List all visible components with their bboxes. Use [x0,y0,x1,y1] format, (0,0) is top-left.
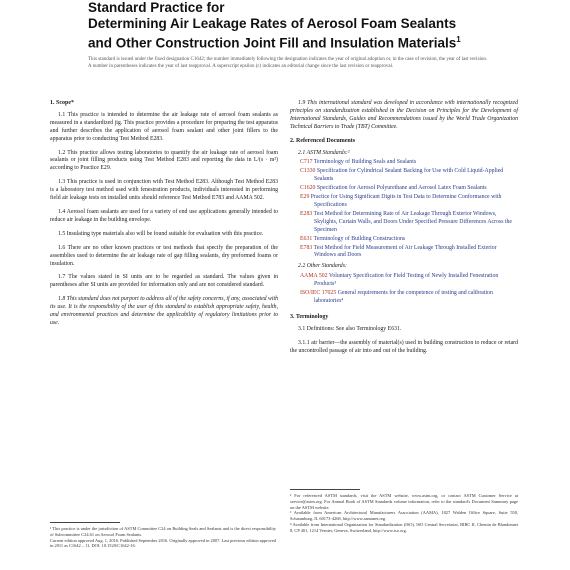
reference-title[interactable]: Practice for Using Significant Digits in Test Data to Determine Conformance with Specifications [310,194,502,208]
section-heading-references: 2. Referenced Documents [290,137,356,144]
title-prefix: Standard Practice for [88,0,225,15]
reference-title[interactable]: Specification for Aerosol Polyurethane and Aerosol Latex Foam Sealants [316,185,487,192]
astm-reference-list [290,159,518,260]
reference-code[interactable]: E283 [300,210,313,217]
title-main: Determining Air Leakage Rates of Aerosol Foam Sealants [88,16,457,31]
title-block [88,0,508,52]
paragraph-1-8: 1.8 This standard does not purport to address all of the safety concerns, if any, associated with its use. It is the responsibility of the user of this standard to establish appropriate safety, health, and environmental practices and determine the applicability of regulatory limitations prior to use. [50,296,278,326]
footnote-4: ⁴ Available from International Organization for Standardization (ISO), ISO Central Secretariat, BIBC II, Chemin de Blandonnet 8, CP 401, 1214 Vernier, Geneva, Switzerland, http://www.iso.org. [290,521,518,533]
reference-code[interactable]: C1620 [300,185,316,192]
reference-code[interactable]: E29 [300,194,310,201]
standard-designation-note: This standard is issued under the fixed designation C1642; the number immediately following the designation indicates the year of original adoption or, in the case of revision, the year of last revision. A number in parentheses indicates the year of last reapproval. A superscript epsilon (ε) indicates an editorial change since the last revision or reapproval. [88,57,488,69]
paragraph-1-9: 1.9 This international standard was developed in accordance with internationally recognized principles on standardization established in the Decision on Principles for the Development of International Standards, Guides and Recommendations issued by the World Trade Organization Technical Barriers to Trade (TBT) Committee. [290,100,518,130]
reference-item[interactable] [290,236,518,244]
footnote-rule-right [290,489,360,490]
paragraph-3-1: 3.1 Definitions: See also Terminology E631. [298,325,402,332]
footnote-1: ¹ This practice is under the jurisdiction of ASTM Committee C24 on Building Seals and Sealants and is the direct responsibility of Subcommittee C24.61 on Aerosol Foam Sealants. [50,526,276,537]
footnotes-right [290,493,518,534]
paragraph-1-7: 1.7 The values stated in SI units are to be regarded as standard. The values given in parentheses after SI units are provided for information only and are not considered standard. [50,274,278,289]
footnote-2: ² For referenced ASTM standards, visit the ASTM website, www.astm.org, or contact ASTM Customer Service at service@astm.org. For Annual Book of ASTM Standards volume information, refer to the standard's Document Summary page on the ASTM website. [290,493,518,510]
reference-title[interactable]: Terminology of Building Constructions [313,235,406,242]
paragraph-3-1-1: 3.1.1 air barrier—the assembly of material(s) used in building construction to reduce or retard the uncontrolled passage of air into and out of the building. [290,339,518,354]
paragraph-1-1: 1.1 This practice is intended to determine the air leakage rate of aerosol foam sealants as measured in a standardized jig. This practice provides a procedure for preparing the test apparatus and further describes the application of aerosol foam sealant and other joint fillers to the apparatus prior to conducting Test Method E283. [50,111,278,142]
right-column [290,100,518,361]
reference-title[interactable]: Test Method for Determining Rate of Air Leakage Through Exterior Windows, Skylights, Curtain Walls, and Doors Under Specified Pressure Differences Across the Specimen [313,210,512,233]
paragraph-1-5: 1.5 Insulating type materials also will be found suitable for evaluation with this practice. [58,230,264,237]
section-heading-scope: 1. Scope* [50,100,74,106]
paragraph-1-6: 1.6 There are no other known practices or test methods that specify the preparation of the assemblies used to determine the air leakage rate of gap filling sealants, dry preformed foams or insulation. [50,244,278,267]
reference-item[interactable] [290,185,518,193]
footnote-rule-left [50,522,120,523]
paragraph-1-3: 1.3 This practice is used in conjunction with Test Method E283. Although Test Method E283 is a laboratory test method used with fenestration products, individuals interested in performing field air leakage tests on installed units should reference Test Method E783 and AAMA 502. [50,179,278,202]
other-standards-subheading: 2.2 Other Standards: [298,263,347,270]
reference-item[interactable] [290,211,518,235]
reference-item[interactable] [290,159,518,167]
reference-title[interactable]: Terminology of Building Seals and Sealants [313,159,417,166]
reference-code[interactable]: C1330 [300,168,316,175]
footnote-3: ³ Available from American Architectural Manufacturers Association (AAMA), 1827 Walden Office Square, Suite 550, Schaumburg, IL 60173-4268, http://www.aamanet.org. [290,510,518,522]
footnotes-left [50,526,276,549]
reference-item[interactable] [290,194,518,210]
reference-item[interactable] [290,168,518,184]
reference-item[interactable] [290,245,518,261]
astm-standards-subheading: 2.1 ASTM Standards:² [298,149,350,156]
paragraph-1-4: 1.4 Aerosol foam sealants are used for a variety of end use applications generally intended to reduce air leakage in the building envelope. [50,208,278,223]
reference-item[interactable] [290,273,518,289]
reference-title[interactable]: General requirements for the competence of testing and calibration laboratories⁴ [314,290,493,304]
title-footnote-mark: 1 [456,35,461,44]
section-heading-terminology: 3. Terminology [290,313,329,320]
reference-code[interactable]: ISO/IEC 17025 [300,290,337,297]
reference-title[interactable]: Test Method for Field Measurement of Air Leakage Through Installed Exterior Windows and Doors [313,244,497,259]
reference-code[interactable]: AAMA 502 [300,273,328,280]
other-reference-list [290,273,518,306]
paragraph-1-2: 1.2 This practice allows testing laboratories to quantify the air leakage rate of aerosol foam sealants or joint filling products using Test Method E283 and reporting the data in L/(s · m²) according to Practice E29. [50,149,278,172]
reference-title[interactable]: Voluntary Specification for Field Testing of Newly Installed Fenestration Products³ [314,273,499,288]
reference-code[interactable]: E631 [300,235,313,242]
footnote-edition: Current edition approved Aug. 1, 2016. Published September 2016. Originally approved in 2007. Last previous edition approved in 2011 as C1642 – 11. DOI: 10.1520/C1642-16. [50,537,276,549]
reference-code[interactable]: C717 [300,159,313,166]
reference-code[interactable]: E783 [300,244,313,251]
reference-title[interactable]: Specification for Cylindrical Sealant Backing for Use with Cold Liquid-Applied Sealants [314,168,504,183]
reference-item[interactable] [290,290,518,306]
left-column [50,100,278,334]
title-main-cont: and Other Construction Joint Fill and Insulation Materials$^1$ [88,35,461,51]
